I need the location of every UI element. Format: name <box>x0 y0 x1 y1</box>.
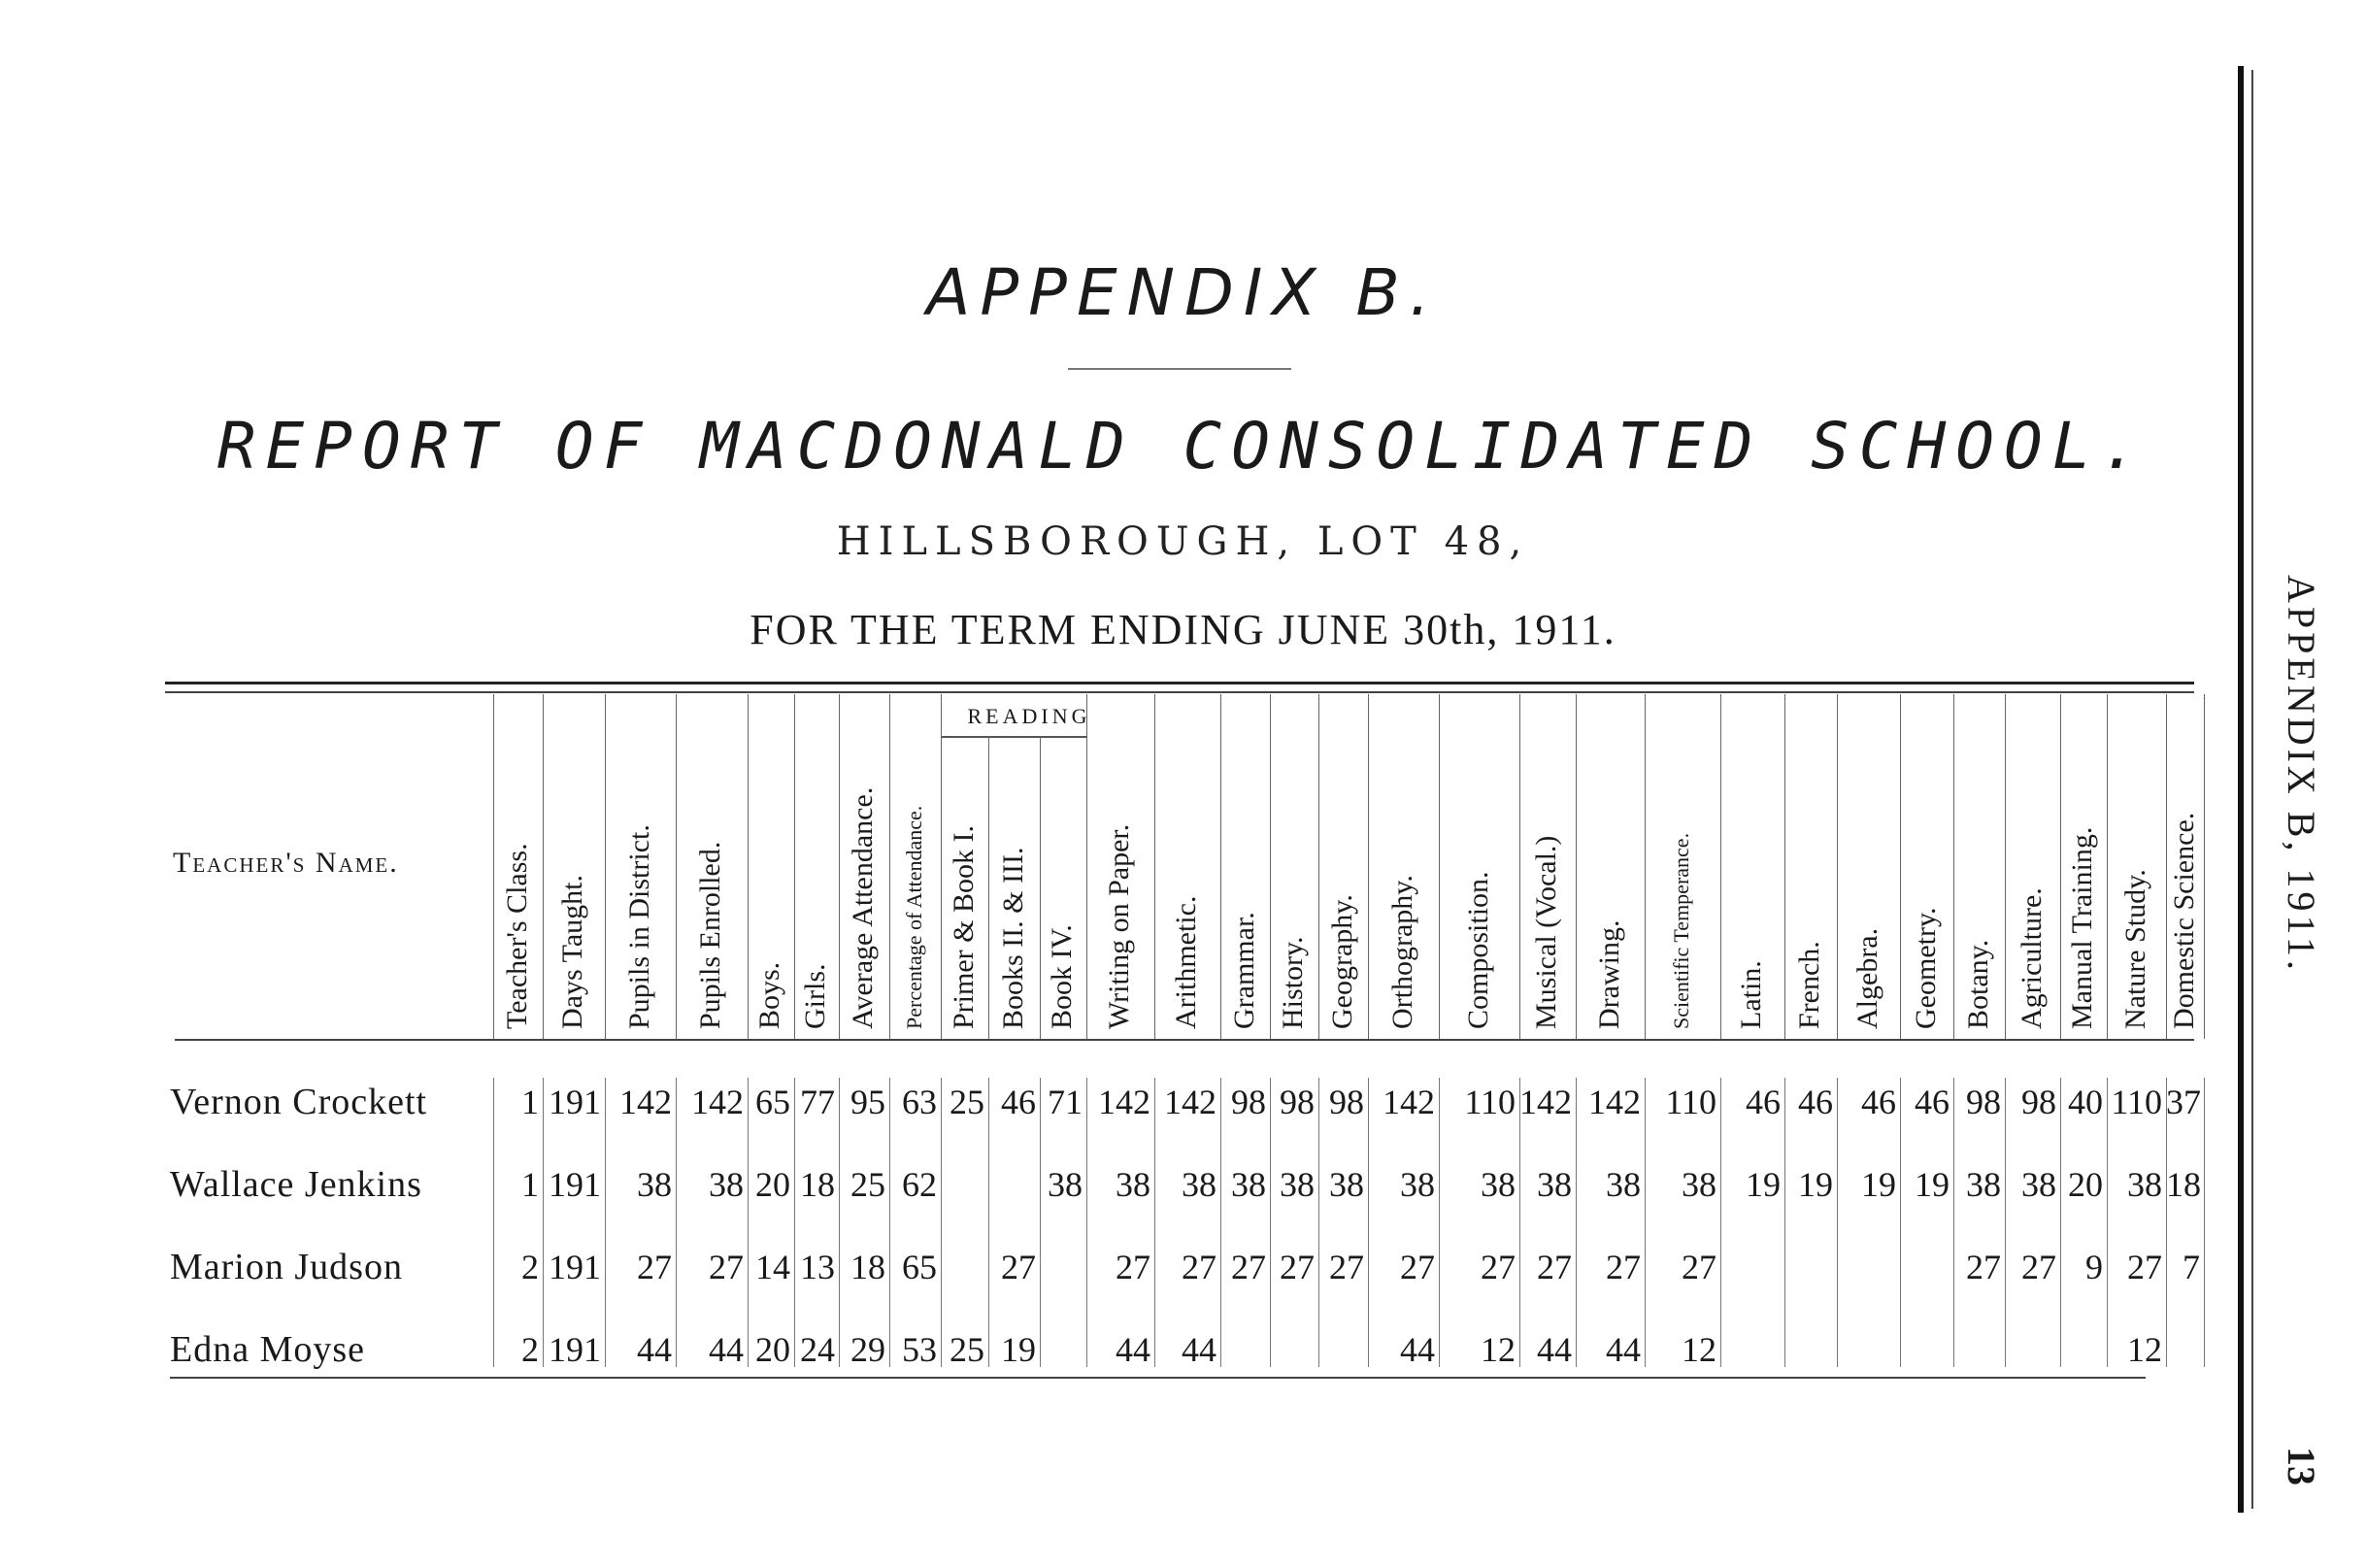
column-header <box>941 757 988 1029</box>
column-header <box>1900 757 1953 1029</box>
column-header <box>1318 757 1368 1029</box>
column-header <box>1154 757 1220 1029</box>
table-cell: 95 <box>850 1083 885 1121</box>
column-header <box>1040 757 1086 1029</box>
column-header-label: Pupils Enrolled. <box>694 841 726 1029</box>
column-header <box>839 757 889 1029</box>
table-cell: 25 <box>950 1083 984 1121</box>
page-number: 13 <box>2280 1447 2323 1485</box>
table-cell: 142 <box>619 1083 672 1121</box>
column-header-label: Algebra. <box>1850 927 1883 1029</box>
table-cell: 142 <box>1164 1083 1216 1121</box>
table-cell: 46 <box>1746 1083 1781 1121</box>
column-header <box>1576 757 1645 1029</box>
table-vertical-rule <box>2204 1078 2205 1367</box>
table-cell: 27 <box>2021 1248 2056 1286</box>
table-cell: 71 <box>1048 1083 1083 1121</box>
table-cell: 46 <box>1861 1083 1896 1121</box>
table-cell: 27 <box>1231 1248 1266 1286</box>
table-cell: 2 <box>521 1330 539 1369</box>
table-horizontal-rule <box>165 682 2194 684</box>
column-header-label: Arithmetic. <box>1170 895 1202 1029</box>
column-header <box>1270 757 1318 1029</box>
report-title: REPORT OF MACDONALD CONSOLIDATED SCHOOL. <box>217 409 2149 484</box>
teacher-name-header: Teacher's Name. <box>173 847 399 879</box>
column-header <box>988 757 1040 1029</box>
table-cell: 27 <box>2127 1248 2162 1286</box>
column-header <box>493 757 543 1029</box>
column-header-label: Average Attendance. <box>847 786 879 1029</box>
table-cell: 20 <box>755 1330 790 1369</box>
table-cell: 38 <box>2021 1165 2056 1204</box>
column-header <box>1086 757 1154 1029</box>
table-cell: 27 <box>709 1248 744 1286</box>
table-cell: 38 <box>1231 1165 1266 1204</box>
column-header-label: Teacher's Class. <box>500 843 533 1029</box>
column-header <box>794 757 839 1029</box>
table-cell: 62 <box>902 1165 937 1204</box>
table-cell: 38 <box>1048 1165 1083 1204</box>
table-cell: 142 <box>1588 1083 1641 1121</box>
table-cell: 38 <box>1182 1165 1216 1204</box>
table-cell: 19 <box>1798 1165 1833 1204</box>
table-cell: 20 <box>755 1165 790 1204</box>
table-cell: 46 <box>1001 1083 1036 1121</box>
teacher-name-cell: Marion Judson <box>170 1247 403 1287</box>
column-header-label: Primer & Book I. <box>947 825 980 1029</box>
table-cell: 19 <box>1746 1165 1781 1204</box>
table-cell: 19 <box>1861 1165 1896 1204</box>
table-cell: 25 <box>850 1165 885 1204</box>
column-header-label: Geometry. <box>1909 907 1942 1029</box>
table-cell: 19 <box>1915 1165 1949 1204</box>
column-header <box>1368 757 1439 1029</box>
table-cell: 18 <box>850 1248 885 1286</box>
table-cell: 27 <box>637 1248 672 1286</box>
column-header-label: Drawing. <box>1592 919 1625 1029</box>
column-header-label: Botany. <box>1961 939 1994 1029</box>
table-cell: 46 <box>1798 1083 1833 1121</box>
table-horizontal-rule <box>170 1377 2146 1379</box>
table-cell: 98 <box>1231 1083 1266 1121</box>
column-header <box>605 757 676 1029</box>
table-cell: 110 <box>2111 1083 2162 1121</box>
column-header-label: Nature Study. <box>2118 869 2151 1029</box>
table-cell: 44 <box>1606 1330 1641 1369</box>
table-cell: 142 <box>691 1083 744 1121</box>
column-header <box>889 757 941 1029</box>
column-header-label: Percentage of Attendance. <box>901 805 926 1029</box>
table-cell: 44 <box>709 1330 744 1369</box>
table-cell: 142 <box>1519 1083 1572 1121</box>
table-cell: 27 <box>1400 1248 1435 1286</box>
term-subtitle: FOR THE TERM ENDING JUNE 30th, 1911. <box>750 606 1616 653</box>
column-header-label: Composition. <box>1461 871 1494 1029</box>
column-header <box>543 757 605 1029</box>
table-cell: 98 <box>1280 1083 1315 1121</box>
table-cell: 63 <box>902 1083 937 1121</box>
table-cell: 37 <box>2166 1083 2201 1121</box>
column-header-label: Domestic Science. <box>2167 812 2200 1029</box>
column-header-label: Boys. <box>753 961 785 1029</box>
table-cell: 12 <box>1481 1330 1516 1369</box>
table-cell: 27 <box>1329 1248 1364 1286</box>
column-header-label: Geography. <box>1325 894 1358 1029</box>
column-header <box>2005 757 2060 1029</box>
table-cell: 65 <box>755 1083 790 1121</box>
column-header <box>1720 757 1784 1029</box>
column-header <box>1837 757 1900 1029</box>
table-cell: 13 <box>800 1248 835 1286</box>
location-subtitle: HILLSBOROUGH, LOT 48, <box>836 519 1530 564</box>
table-cell: 1 <box>521 1083 539 1121</box>
table-cell: 19 <box>1001 1330 1036 1369</box>
table-cell: 110 <box>1464 1083 1516 1121</box>
table-horizontal-rule <box>175 1039 2194 1041</box>
teacher-name-cell: Wallace Jenkins <box>170 1164 422 1205</box>
table-cell: 77 <box>800 1083 835 1121</box>
column-header-label: Writing on Paper. <box>1103 823 1135 1029</box>
table-cell: 44 <box>1400 1330 1435 1369</box>
column-header-label: Manual Training. <box>2066 826 2098 1029</box>
table-cell: 44 <box>637 1330 672 1369</box>
table-cell: 1 <box>521 1165 539 1204</box>
table-cell: 38 <box>1537 1165 1572 1204</box>
table-vertical-rule <box>2204 694 2205 1039</box>
column-header-label: Orthography. <box>1385 875 1418 1029</box>
title-divider <box>1068 368 1291 370</box>
table-cell: 44 <box>1116 1330 1150 1369</box>
table-cell: 46 <box>1915 1083 1949 1121</box>
table-cell: 38 <box>1682 1165 1716 1204</box>
table-cell: 27 <box>1001 1248 1036 1286</box>
table-cell: 98 <box>2021 1083 2056 1121</box>
table-cell: 25 <box>950 1330 984 1369</box>
column-header-label: Book IV. <box>1046 924 1078 1029</box>
column-header-label: Girls. <box>799 963 831 1029</box>
column-header <box>2107 757 2166 1029</box>
page-edge-rule-thin <box>2251 70 2253 1509</box>
column-header-label: History. <box>1277 936 1309 1029</box>
column-header <box>1220 757 1270 1029</box>
table-cell: 27 <box>1537 1248 1572 1286</box>
table-cell: 12 <box>1682 1330 1716 1369</box>
table-cell: 191 <box>549 1248 601 1286</box>
table-cell: 40 <box>2068 1083 2103 1121</box>
page-edge-rule <box>2238 66 2244 1513</box>
table-cell: 110 <box>1665 1083 1716 1121</box>
table-cell: 98 <box>1329 1083 1364 1121</box>
table-horizontal-rule <box>165 691 2194 693</box>
table-cell: 27 <box>1116 1248 1150 1286</box>
table-cell: 53 <box>902 1330 937 1369</box>
table-cell: 29 <box>850 1330 885 1369</box>
table-cell: 12 <box>2127 1330 2162 1369</box>
column-header <box>2166 757 2204 1029</box>
column-header <box>2060 757 2107 1029</box>
table-cell: 191 <box>549 1165 601 1204</box>
table-cell: 44 <box>1537 1330 1572 1369</box>
table-cell: 27 <box>1280 1248 1315 1286</box>
table-cell: 27 <box>1606 1248 1641 1286</box>
column-header <box>1439 757 1519 1029</box>
column-header-label: French. <box>1793 941 1825 1029</box>
table-cell: 2 <box>521 1248 539 1286</box>
table-cell: 18 <box>800 1165 835 1204</box>
column-header-label: Agriculture. <box>2015 887 2048 1029</box>
column-header <box>1519 757 1576 1029</box>
column-header-label: Musical (Vocal.) <box>1530 835 1562 1029</box>
column-header <box>748 757 794 1029</box>
reading-group-header: READING <box>967 704 1091 728</box>
side-caption: APPENDIX B, 1911. <box>2280 575 2323 974</box>
table-cell: 27 <box>1682 1248 1716 1286</box>
table-cell: 27 <box>1182 1248 1216 1286</box>
table-cell: 38 <box>1116 1165 1150 1204</box>
table-cell: 24 <box>800 1330 835 1369</box>
table-cell: 38 <box>1606 1165 1641 1204</box>
table-cell: 38 <box>1329 1165 1364 1204</box>
table-cell: 38 <box>709 1165 744 1204</box>
column-header <box>1784 757 1837 1029</box>
column-header-label: Grammar. <box>1227 912 1260 1029</box>
table-cell: 20 <box>2068 1165 2103 1204</box>
table-cell: 38 <box>1966 1165 2001 1204</box>
table-cell: 14 <box>755 1248 790 1286</box>
column-header-label: Latin. <box>1735 960 1767 1029</box>
column-header-label: Pupils in District. <box>622 824 655 1029</box>
teacher-name-cell: Vernon Crockett <box>170 1082 428 1122</box>
column-header <box>676 757 748 1029</box>
table-cell: 65 <box>902 1248 937 1286</box>
table-cell: 38 <box>637 1165 672 1204</box>
table-cell: 191 <box>549 1330 601 1369</box>
table-cell: 98 <box>1966 1083 2001 1121</box>
table-cell: 18 <box>2166 1165 2201 1204</box>
table-cell: 9 <box>2085 1248 2103 1286</box>
table-cell: 7 <box>2183 1248 2200 1286</box>
table-cell: 38 <box>1400 1165 1435 1204</box>
table-cell: 191 <box>549 1083 601 1121</box>
appendix-title: APPENDIX B. <box>926 255 1440 330</box>
table-cell: 38 <box>1481 1165 1516 1204</box>
table-cell: 38 <box>2127 1165 2162 1204</box>
table-cell: 142 <box>1098 1083 1150 1121</box>
table-cell: 27 <box>1966 1248 2001 1286</box>
table-cell: 44 <box>1182 1330 1216 1369</box>
table-cell: 142 <box>1383 1083 1435 1121</box>
column-header-label: Books II. & III. <box>996 847 1029 1029</box>
table-cell: 38 <box>1280 1165 1315 1204</box>
column-header <box>1953 757 2005 1029</box>
column-header-label: Scientific Temperance. <box>1669 832 1693 1029</box>
table-horizontal-rule <box>941 736 1086 738</box>
teacher-name-cell: Edna Moyse <box>170 1329 366 1370</box>
table-cell: 27 <box>1481 1248 1516 1286</box>
column-header-label: Days Taught. <box>556 875 588 1029</box>
column-header <box>1645 757 1720 1029</box>
